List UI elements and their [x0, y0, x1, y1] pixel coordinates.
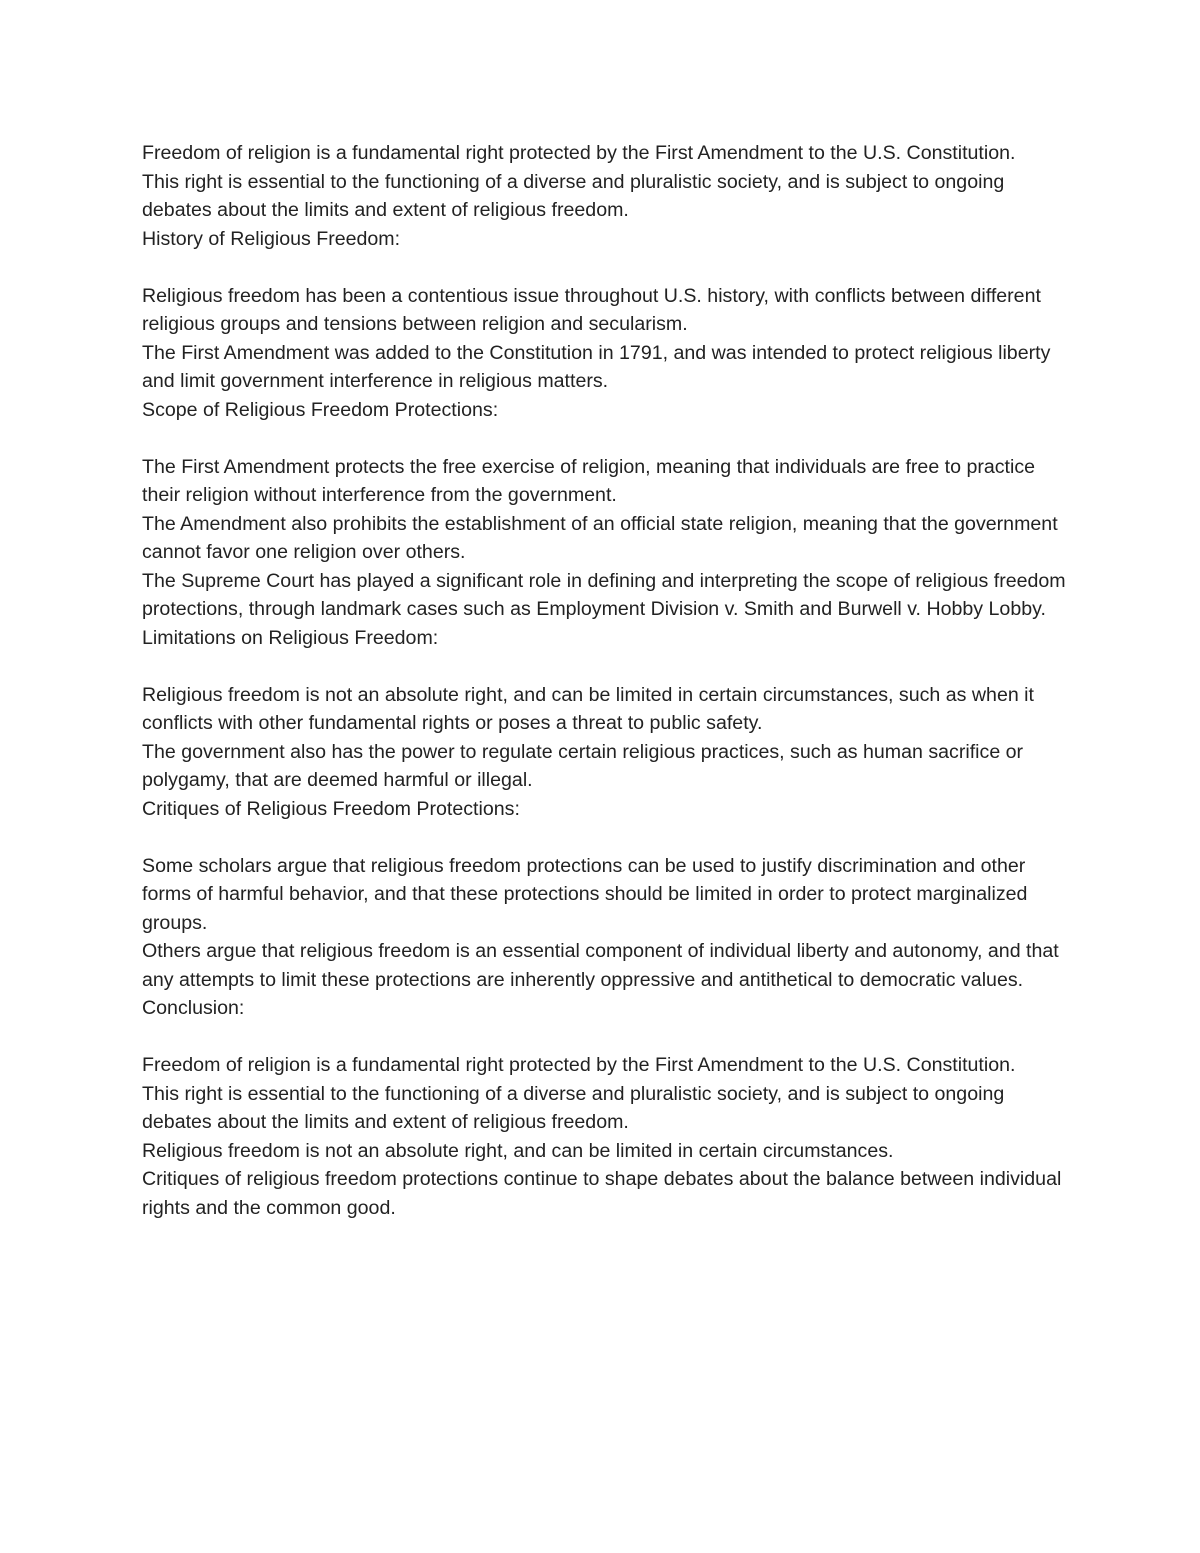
document-body	[142, 139, 1077, 1222]
intro-paragraph: Freedom of religion is a fundamental right protected by the First Amendment to the U.S. Constitution.	[142, 142, 1016, 164]
paragraph: Critiques of religious freedom protections continue to shape debates about the balance between individual rights and the common good.	[142, 1168, 1062, 1219]
section-heading-history: History of Religious Freedom:	[142, 227, 401, 250]
paragraph: This right is essential to the functioning of a diverse and pluralistic society, and is subject to ongoing debates about the limits and extent of religious freedom.	[142, 1082, 1005, 1133]
paragraph: The Supreme Court has played a significant role in defining and interpreting the scope of religious freedom protections, through landmark cases such as Employment Division v. Smith and Burwell v. Hobby Lobby.	[142, 569, 1066, 620]
paragraph: Freedom of religion is a fundamental right protected by the First Amendment to the U.S. Constitution.	[142, 1054, 1016, 1076]
paragraph: The Amendment also prohibits the establishment of an official state religion, meaning that the government cannot favor one religion over others.	[142, 512, 1058, 563]
paragraph: Religious freedom is not an absolute right, and can be limited in certain circumstances.	[142, 1139, 894, 1162]
paragraph: The government also has the power to regulate certain religious practices, such as human sacrifice or polygamy, that are deemed harmful or illegal.	[142, 740, 1024, 791]
paragraph: The First Amendment was added to the Constitution in 1791, and was intended to protect religious liberty and limit government interference in religious matters.	[142, 341, 1051, 392]
section-heading-critiques: Critiques of Religious Freedom Protections:	[142, 797, 520, 820]
intro-paragraph: This right is essential to the functioning of a diverse and pluralistic society, and is subject to ongoing debates about the limits and extent of religious freedom.	[142, 170, 1005, 221]
paragraph: Religious freedom has been a contentious issue throughout U.S. history, with conflicts between different religious groups and tensions between religion and secularism.	[142, 284, 1041, 335]
section-heading-scope: Scope of Religious Freedom Protections:	[142, 398, 499, 421]
section-heading-limitations: Limitations on Religious Freedom:	[142, 626, 439, 649]
paragraph: Religious freedom is not an absolute right, and can be limited in certain circumstances, such as when it conflicts with other fundamental rights or poses a threat to public safety.	[142, 683, 1034, 734]
paragraph: The First Amendment protects the free exercise of religion, meaning that individuals are free to practice their religion without interference from the government.	[142, 455, 1036, 506]
paragraph: Some scholars argue that religious freedom protections can be used to justify discrimination and other forms of harmful behavior, and that these protections should be limited in order to protect marginalized groups.	[142, 854, 1028, 934]
paragraph: Others argue that religious freedom is an essential component of individual liberty and autonomy, and that any attempts to limit these protections are inherently oppressive and antithetical to democratic values.	[142, 940, 1059, 991]
section-heading-conclusion: Conclusion:	[142, 997, 245, 1019]
